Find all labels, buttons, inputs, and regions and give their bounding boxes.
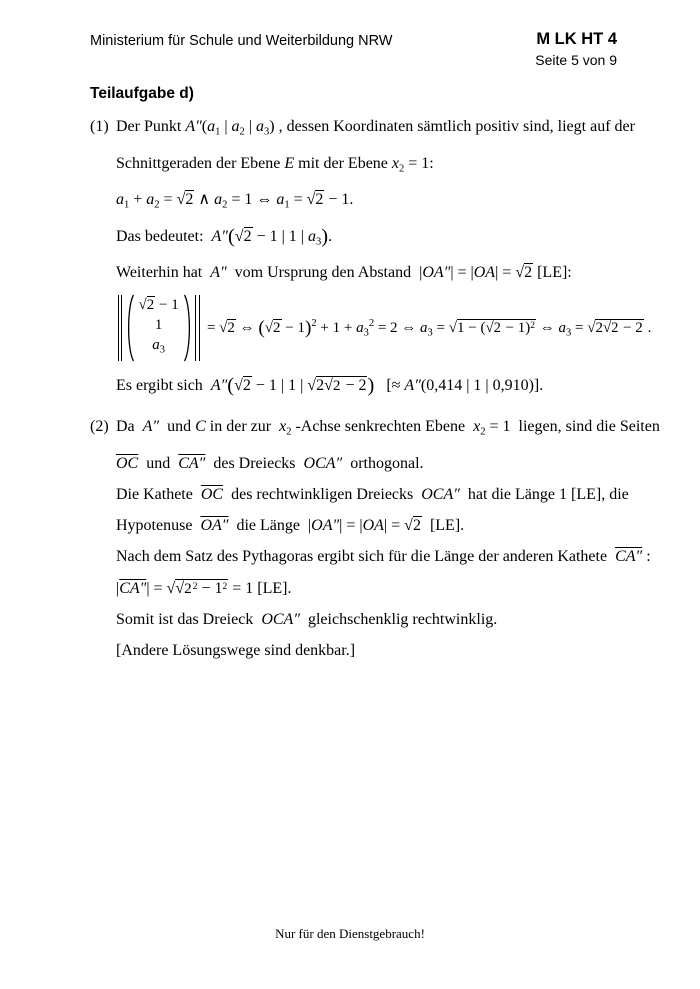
text-line-p2-8: [Andere Lösungswege sind denkbar.]	[116, 641, 356, 659]
text-line-p2-1: Da A″ und C in der zur $x_2$ -Achse senkrechten Ebene $x_2 = 1$ liegen, sind die Seiten	[116, 418, 660, 438]
text-line-p2-5: Nach dem Satz des Pythagoras ergibt sich für die Länge der anderen Kathete CA″ :	[116, 547, 651, 565]
footer-note: Nur für den Dienstgebrauch!	[275, 926, 425, 941]
item-1-number: (1)	[90, 118, 109, 135]
text-line-intro: Der Punkt $A''(a_1$ | $a_2$ | $a_3$) , dessen Koordinaten sämtlich positiv sind, liegt auf der	[116, 118, 635, 138]
vector-norm-equation	[116, 293, 652, 363]
big-right-paren-shape	[183, 293, 193, 363]
text-line-abstand: Weiterhin hat A″ vom Ursprung den Abstand |OA″| = |OA| = √2 [LE]:	[116, 264, 572, 281]
item-2-number: (2)	[90, 418, 109, 435]
text-line-p2-2: $\overline{OC}$ und CA″ des Dreiecks OCA″ orthogonal.	[116, 454, 424, 472]
page-header	[90, 30, 617, 68]
solution-item-1	[90, 116, 652, 406]
text-line-p2-3: Die Kathete $\overline{OC}$ des rechtwinkligen Dreiecks OCA″ hat die Länge 1 [LE], die	[116, 485, 629, 503]
norm-double-bar-right	[195, 295, 200, 361]
column-vector	[136, 295, 182, 361]
item-1-body	[116, 116, 652, 406]
exam-code: M LK HT 4	[536, 30, 617, 48]
vector-entry-1: √2 − 1	[138, 297, 179, 314]
exam-code-block	[535, 30, 617, 68]
big-left-paren-shape	[125, 293, 135, 363]
page-number: Seite 5 von 9	[535, 52, 617, 68]
equation-pythagoras: $|CA''| = √√2^2 - 1^2 = 1$ [LE].	[116, 579, 292, 597]
result-line: Es ergibt sich A″(√2 − 1 | 1 | √2√2 − 2) [≈ A″(0,414 | 1 | 0,910)].	[116, 374, 544, 397]
item-2-body	[116, 416, 660, 671]
text-line-intro2: Schnittgeraden der Ebene E mit der Ebene $x_2 = 1$:	[116, 154, 434, 174]
task-title: Teilaufgabe d)	[90, 85, 194, 102]
norm-equation-rest: = √2 ⇔ $(√2 - 1)^2 + 1 + a_3^2 = 2$ ⇔ $a_3 = √1 - (√2 - 1)^2$ ⇔ $a_3 = √2√2 - 2$ .	[203, 317, 652, 339]
vector-entry-3: $a_3$	[152, 337, 165, 356]
vector-norm	[116, 293, 201, 363]
ministry-label: Ministerium für Schule und Weiterbildung NRW	[90, 33, 393, 49]
document-content	[90, 84, 660, 681]
text-line-p2-4: Hypotenuse OA″ die Länge |OA″| = |OA| = √2 [LE].	[116, 516, 465, 534]
solution-item-2	[90, 416, 660, 671]
vector-entry-2: 1	[154, 317, 163, 334]
norm-double-bar-left	[118, 295, 123, 361]
equation-bedeutet: Das bedeutet: A″(√2 − 1 | 1 | $a_3$).	[116, 225, 333, 247]
equation-a1-a2: $a_1 + a_2 = √2$ ∧ $a_2 = 1$ ⇔ $a_1 = √2 - 1$.	[116, 191, 354, 211]
text-line-p2-7: Somit ist das Dreieck OCA″ gleichschenklig rechtwinklig.	[116, 610, 498, 628]
